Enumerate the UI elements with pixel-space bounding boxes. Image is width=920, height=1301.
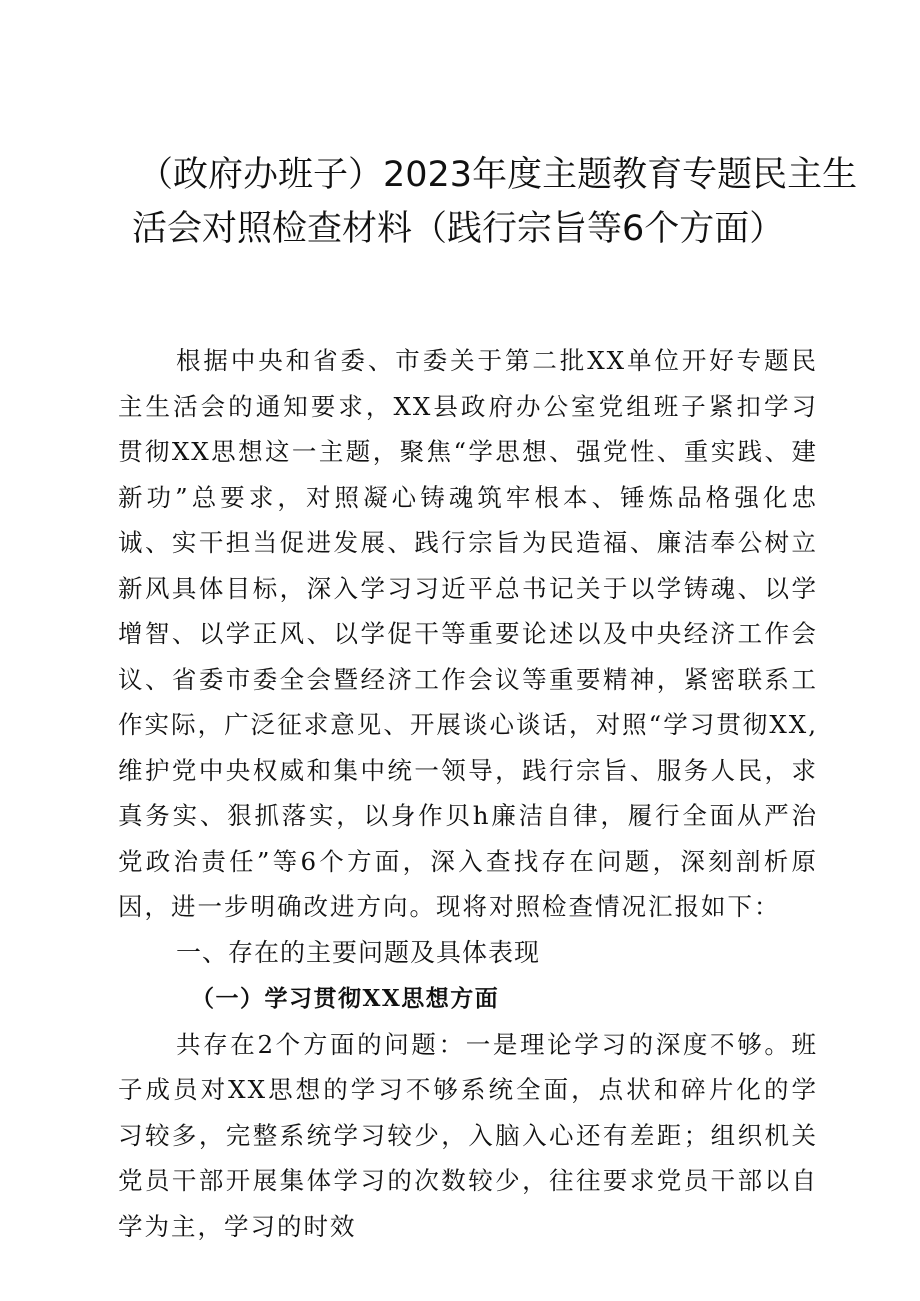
title-line-2: 活会对照检查材料（践行宗旨等6个方面） [132, 209, 785, 249]
document-body [118, 338, 818, 1249]
title-line-1: （政府办班子）2023年度主题教育专题民主生 [138, 155, 858, 195]
intro-paragraph: 根据中央和省委、市委关于第二批XX单位开好专题民主生活会的通知要求，XX县政府办公室党组班子紧扣学习贯彻XX思想这一主题，聚焦“学思想、强党性、重实践、建新功”总要求，对照凝心铸魂筑牢根本、锤炼品格强化忠诚、实干担当促进发展、践行宗旨为民造福、廉洁奉公树立新风具体目标，深入学习习近平总书记关于以学铸魂、以学增智、以学正风、以学促干等重要论述以及中央经济工作会议、省委市委全会暨经济工作会议等重要精神，紧密联系工作实际，广泛征求意见、开展谈心谈话，对照“学习贯彻XX,维护党中央权威和集中统一领导，践行宗旨、服务人民，求真务实、狠抓落实，以身作贝h廉洁自律，履行全面从严治党政治责任”等6个方面，深入查找存在问题，深刻剖析原因，进一步明确改进方向。现将对照检查情况汇报如下： [118, 346, 818, 921]
section-heading-1: 一、存在的主要问题及具体表现 [176, 937, 541, 967]
document-title [118, 148, 858, 256]
subsection-heading-1: （一）学习贯彻XX思想方面 [191, 984, 500, 1012]
subsection-paragraph-1: 共存在2个方面的问题：一是理论学习的深度不够。班子成员对XX思想的学习不够系统全面，点状和碎片化的学习较多，完整系统学习较少，入脑入心还有差距；组织机关党员干部开展集体学习的次数较少，往往要求党员干部以自学为主，学习的时效 [118, 1029, 818, 1241]
